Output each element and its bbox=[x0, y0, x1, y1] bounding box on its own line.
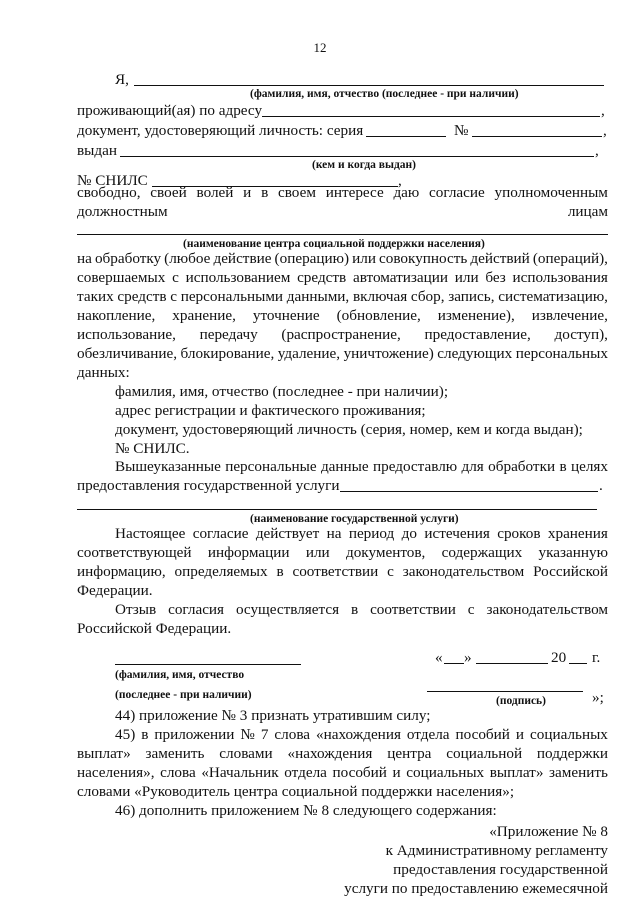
address-label: проживающий(ая) по адресу bbox=[77, 102, 263, 119]
word: с bbox=[387, 563, 394, 580]
word: и bbox=[515, 726, 525, 743]
word: Отзыв bbox=[115, 601, 157, 618]
word: (любое bbox=[164, 250, 211, 267]
word: согласие bbox=[429, 184, 485, 201]
word: действие bbox=[213, 250, 272, 267]
id-doc-label: документ, удостоверяющий личность: серия bbox=[77, 122, 364, 139]
service-fill-line bbox=[340, 491, 598, 492]
word: персональные bbox=[225, 458, 317, 475]
fio-caption: (фамилия, имя, отчество (последнее - при наличии) bbox=[250, 88, 519, 100]
word: с bbox=[170, 288, 177, 305]
page-number: 12 bbox=[313, 40, 327, 55]
word: своем bbox=[277, 184, 316, 201]
id-num-label: № bbox=[454, 122, 469, 139]
word: таких bbox=[77, 288, 114, 305]
word: следующих bbox=[437, 345, 513, 362]
validity-line bbox=[77, 562, 608, 581]
signer-fio-caption-1: (фамилия, имя, отчество bbox=[115, 669, 245, 681]
date-month-line bbox=[476, 663, 548, 664]
purpose-line-2: предоставления государственной услуги bbox=[77, 477, 340, 494]
address-comma: , bbox=[601, 102, 605, 119]
word: персональных bbox=[515, 345, 608, 362]
word: удаление, bbox=[277, 345, 341, 362]
word: слова bbox=[274, 726, 311, 743]
signature-caption: (подпись) bbox=[496, 695, 546, 707]
consent-line-2 bbox=[77, 202, 608, 221]
word: приложении bbox=[154, 726, 235, 743]
center-caption: (наименование центра социальной поддержки населения) bbox=[183, 238, 485, 250]
date-open-quote: « bbox=[435, 649, 443, 666]
word: до bbox=[401, 525, 417, 542]
word: на bbox=[326, 525, 342, 542]
purpose-end: . bbox=[599, 477, 603, 494]
word: социальных bbox=[406, 764, 485, 781]
word: «нахождения bbox=[287, 745, 373, 762]
word: интересе bbox=[325, 184, 384, 201]
word: отдела bbox=[284, 764, 327, 781]
validity-last-line: Федерации. bbox=[77, 582, 153, 599]
word: Вышеуказанные bbox=[115, 458, 221, 475]
word: изменение), bbox=[437, 307, 515, 324]
word: хранения bbox=[547, 525, 608, 542]
word: и bbox=[392, 764, 401, 781]
issued-comma: , bbox=[595, 142, 599, 159]
word: (распространение, bbox=[281, 326, 401, 343]
word: 7 bbox=[260, 726, 269, 743]
date-year-prefix: 20 bbox=[551, 649, 567, 666]
word: пособий bbox=[332, 764, 387, 781]
word: пособий bbox=[455, 726, 510, 743]
word: персональными bbox=[180, 288, 284, 305]
processing-line bbox=[77, 325, 608, 344]
word: соответствии bbox=[370, 601, 456, 618]
word: свободно, bbox=[77, 184, 141, 201]
word: уничтожение) bbox=[343, 345, 434, 362]
appendix-header-line: услуги по предоставлению ежемесячной bbox=[344, 880, 608, 897]
word: передачу bbox=[199, 326, 258, 343]
id-series-fill-line bbox=[366, 136, 446, 137]
word: или bbox=[454, 269, 479, 286]
signature-line bbox=[427, 691, 583, 692]
word: действует bbox=[255, 525, 320, 542]
word: (операций), bbox=[532, 250, 608, 267]
issued-label: выдан bbox=[77, 142, 117, 159]
processing-line bbox=[77, 268, 608, 287]
signer-fio-caption-2: (последнее - при наличии) bbox=[115, 689, 252, 701]
signature-end: »; bbox=[592, 689, 604, 706]
word: или bbox=[352, 250, 376, 267]
processing-line bbox=[77, 306, 608, 325]
amendment-45-line bbox=[115, 725, 608, 744]
word: с bbox=[172, 269, 179, 286]
appendix-header-line: «Приложение № 8 bbox=[489, 823, 608, 840]
word: на bbox=[77, 250, 92, 267]
consent-line-1 bbox=[77, 183, 608, 202]
list-item: № СНИЛС. bbox=[115, 440, 190, 457]
word: доступ), bbox=[554, 326, 608, 343]
word: слова bbox=[160, 764, 196, 781]
purpose-line-1 bbox=[115, 457, 608, 476]
word: социальных bbox=[530, 726, 608, 743]
word: даю bbox=[393, 184, 420, 201]
word: информацию, bbox=[77, 563, 166, 580]
word: совершаемых bbox=[77, 269, 166, 286]
revoke-line-1 bbox=[115, 600, 608, 619]
word: информации bbox=[207, 544, 290, 561]
word: должностным bbox=[77, 203, 168, 220]
word: соответствии bbox=[292, 563, 379, 580]
word: целях bbox=[570, 458, 608, 475]
word: блокирование, bbox=[180, 345, 275, 362]
word: и bbox=[243, 184, 252, 201]
word: использованием bbox=[185, 269, 291, 286]
word: 45) bbox=[115, 726, 136, 743]
snils-comma: , bbox=[398, 172, 402, 189]
amendment-46: 46) дополнить приложением № 8 следующего содержания: bbox=[115, 802, 497, 819]
word: предоставлю bbox=[372, 458, 458, 475]
word: осуществляется bbox=[235, 601, 340, 618]
word: своей bbox=[150, 184, 187, 201]
amendment-45-line bbox=[77, 744, 608, 763]
word: данными, bbox=[286, 288, 350, 305]
word: извлечение, bbox=[531, 307, 608, 324]
word: в bbox=[261, 184, 269, 201]
word: данные bbox=[320, 458, 369, 475]
word: сроков bbox=[497, 525, 541, 542]
word: «Начальник bbox=[201, 764, 279, 781]
word: в bbox=[559, 458, 567, 475]
word: заменить bbox=[145, 745, 205, 762]
fio-fill-line bbox=[134, 85, 604, 86]
word: обезличивание, bbox=[77, 345, 178, 362]
service-caption: (наименование государственной услуги) bbox=[250, 513, 459, 525]
word: действий bbox=[470, 250, 530, 267]
validity-line bbox=[115, 524, 608, 543]
date-year-line bbox=[569, 663, 587, 664]
word: обработку bbox=[94, 250, 162, 267]
word: «нахождения bbox=[316, 726, 401, 743]
word: обработки bbox=[488, 458, 556, 475]
word: Российской bbox=[533, 563, 608, 580]
word: (операцию) bbox=[274, 250, 350, 267]
word: законодательством bbox=[402, 563, 525, 580]
word: в bbox=[350, 601, 359, 618]
word: накопление, bbox=[77, 307, 156, 324]
word: совокупность bbox=[379, 250, 468, 267]
word: отдела bbox=[406, 726, 450, 743]
center-fill-line bbox=[77, 234, 608, 235]
word: для bbox=[461, 458, 484, 475]
word: хранение, bbox=[172, 307, 236, 324]
amendment-45-last-line: словами «Руководитель центра социальной поддержки населения»; bbox=[77, 783, 515, 800]
word: волей bbox=[196, 184, 234, 201]
word: законодательством bbox=[486, 601, 608, 618]
word: лицам bbox=[567, 203, 608, 220]
processing-line bbox=[77, 287, 608, 306]
word: или bbox=[305, 544, 330, 561]
word: уточнение bbox=[252, 307, 320, 324]
word: использования bbox=[512, 269, 608, 286]
word: сбор, bbox=[410, 288, 445, 305]
validity-line bbox=[77, 543, 608, 562]
word: документов, bbox=[345, 544, 426, 561]
word: центра bbox=[387, 745, 432, 762]
amendment-45-line bbox=[77, 763, 608, 782]
word: предоставление, bbox=[424, 326, 531, 343]
service-fill-line-2 bbox=[77, 509, 597, 510]
appendix-header-line: предоставления государственной bbox=[393, 861, 608, 878]
issued-fill-line bbox=[120, 156, 594, 157]
date-year-g: г. bbox=[592, 649, 601, 666]
word: в bbox=[141, 726, 149, 743]
word: без bbox=[485, 269, 506, 286]
word: запись, bbox=[448, 288, 495, 305]
address-fill-line bbox=[262, 116, 600, 117]
processing-line bbox=[77, 249, 608, 268]
signer-fio-line bbox=[115, 664, 301, 665]
word: указанную bbox=[538, 544, 608, 561]
word: Настоящее bbox=[115, 525, 186, 542]
word: средств bbox=[117, 288, 167, 305]
date-close-quote: » bbox=[464, 649, 472, 666]
word: автоматизации bbox=[352, 269, 448, 286]
word: в bbox=[276, 563, 284, 580]
appendix-header-line: к Административному регламенту bbox=[385, 842, 608, 859]
word: период bbox=[348, 525, 395, 542]
word: согласие bbox=[192, 525, 249, 542]
snils-label: № СНИЛС bbox=[77, 172, 148, 189]
word: (обновление, bbox=[336, 307, 421, 324]
id-comma: , bbox=[603, 122, 607, 139]
processing-line bbox=[77, 344, 608, 363]
issued-caption: (кем и когда выдан) bbox=[312, 159, 417, 171]
list-item: фамилия, имя, отчество (последнее - при наличии); bbox=[115, 383, 449, 400]
word: согласия bbox=[168, 601, 225, 618]
word: систематизацию, bbox=[498, 288, 608, 305]
word: включая bbox=[352, 288, 408, 305]
word: определяемых bbox=[174, 563, 268, 580]
word: соответствующей bbox=[77, 544, 192, 561]
word: социальной bbox=[446, 745, 523, 762]
word: истечения bbox=[424, 525, 490, 542]
list-item: документ, удостоверяющий личность (серия, номер, кем и когда выдан); bbox=[115, 421, 583, 438]
amendment-44: 44) приложение № 3 признать утратившим силу; bbox=[115, 707, 431, 724]
word: выплат» bbox=[77, 745, 131, 762]
ya-label: Я, bbox=[115, 71, 129, 88]
list-item: адрес регистрации и фактического проживания; bbox=[115, 402, 426, 419]
word: № bbox=[240, 726, 255, 743]
revoke-line-2: Российской Федерации. bbox=[77, 620, 232, 637]
word: содержащих bbox=[441, 544, 523, 561]
date-day-line bbox=[444, 663, 464, 664]
processing-last-line: данных: bbox=[77, 364, 130, 381]
word: выплат» bbox=[489, 764, 544, 781]
word: словами bbox=[219, 745, 273, 762]
word: заменить bbox=[549, 764, 608, 781]
word: населения», bbox=[77, 764, 155, 781]
word: поддержки bbox=[536, 745, 608, 762]
word: с bbox=[467, 601, 475, 618]
id-number-fill-line bbox=[472, 136, 602, 137]
word: использование, bbox=[77, 326, 176, 343]
word: уполномоченным bbox=[494, 184, 608, 201]
word: средств bbox=[297, 269, 347, 286]
